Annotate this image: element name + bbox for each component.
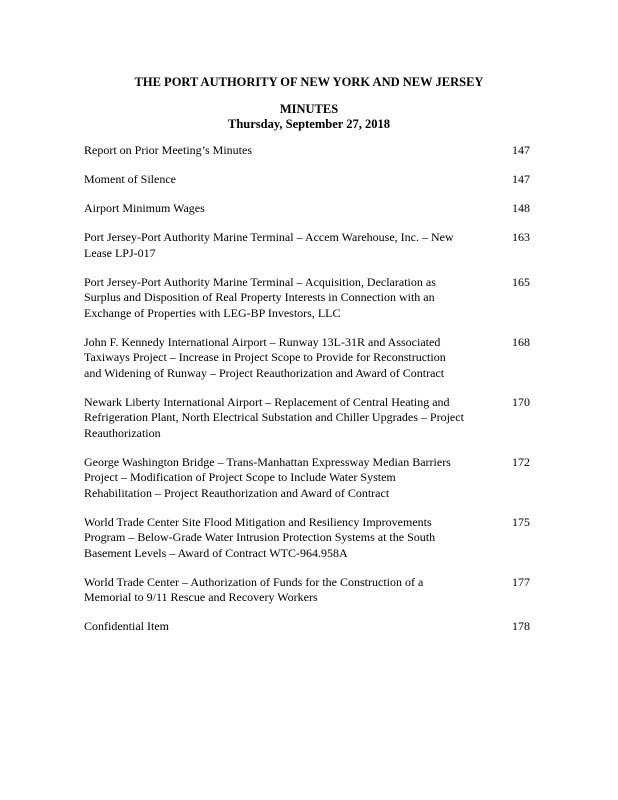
toc-entry [84, 335, 530, 382]
toc-entry-title: Airport Minimum Wages [84, 201, 205, 215]
meeting-date: Thursday, September 27, 2018 [228, 117, 390, 131]
organization-heading: THE PORT AUTHORITY OF NEW YORK AND NEW JERSEY [134, 75, 484, 89]
toc-entry-title: Confidential Item [84, 619, 169, 633]
toc-entry [84, 275, 530, 322]
toc-entry-page: 172 [512, 454, 530, 469]
toc-entry-title: Port Jersey-Port Authority Marine Terminal – Acquisition, Declaration as Surplus and Disposition of Real Property Interests in Connection with an Exchange of Properties with LEG-BP Investors, LLC [84, 274, 436, 320]
toc-entry [84, 143, 530, 159]
minutes-title: MINUTES [279, 102, 339, 116]
toc-entry-title: Port Jersey-Port Authority Marine Terminal – Accem Warehouse, Inc. – New Lease LPJ-017 [84, 230, 454, 260]
toc-entry [84, 515, 530, 562]
toc-entry-page: 147 [512, 172, 530, 186]
toc-entry-title: Moment of Silence [84, 172, 176, 186]
toc-entry [84, 201, 530, 217]
toc-entry-page: 168 [512, 334, 530, 349]
toc-entry-title: John F. Kennedy International Airport – Runway 13L-31R and Associated Taxiways Project – Increase in Project Scope to Provide for Reconstruction and Widening of Runway – Project Reauthorization and Award of Contract [84, 334, 446, 380]
toc-entry-page: 177 [512, 574, 530, 589]
toc-entry [84, 395, 530, 442]
toc-entry-title: World Trade Center – Authorization of Funds for the Construction of a Memorial to 9/11 Rescue and Recovery Workers [84, 574, 424, 604]
toc-entry-page: 178 [512, 619, 530, 633]
toc-entry-page: 170 [512, 394, 530, 409]
toc-entry-page: 175 [512, 514, 530, 529]
toc-entry-page: 163 [512, 230, 530, 244]
toc-entry-title: World Trade Center Site Flood Mitigation and Resiliency Improvements Program – Below-Grade Water Intrusion Protection Systems at the South Basement Levels – Award of Contract WTC-964.958A [84, 514, 436, 560]
toc-entry [84, 619, 530, 635]
toc-entry [84, 230, 530, 261]
toc-entry-title: Report on Prior Meeting’s Minutes [84, 143, 252, 157]
toc-entry-title: George Washington Bridge – Trans-Manhattan Expressway Median Barriers Project – Modification of Project Scope to Include Water System Rehabilitation – Project Reauthorization and Award of Contract [84, 454, 451, 500]
toc-entry-page: 148 [512, 201, 530, 215]
toc-entry-page: 165 [512, 274, 530, 289]
toc-entry [84, 172, 530, 188]
table-of-contents [84, 143, 530, 648]
toc-entry [84, 455, 530, 502]
toc-entry-page: 147 [512, 143, 530, 157]
toc-entry-title: Newark Liberty International Airport – Replacement of Central Heating and Refrigeration Plant, North Electrical Substation and Chiller Upgrades – Project Reauthorization [84, 394, 464, 440]
toc-entry [84, 575, 530, 606]
